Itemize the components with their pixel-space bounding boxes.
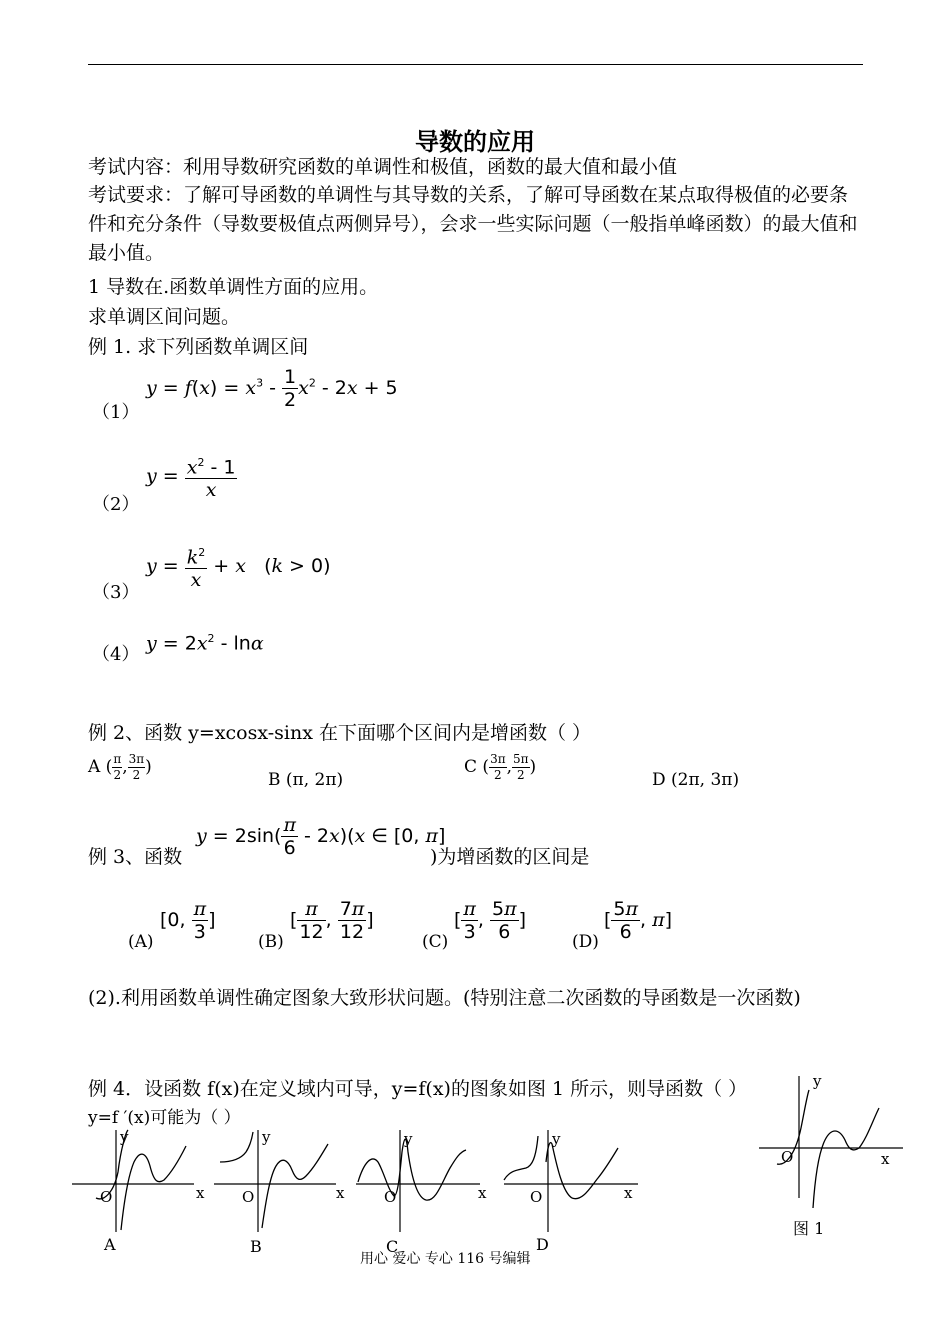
problem-label-1: （1） [92,402,140,423]
example2-option-a: A ( $\frac{\pi}{2}$ , $\frac{3\pi}{2}$ ) [88,752,152,782]
example3-option-d-label: (D) [572,932,599,952]
origin-label-c: O [384,1188,397,1206]
axis-y-label-d: y [552,1130,561,1148]
problem-label-2: （2） [92,494,140,515]
page-title: 导数的应用 [415,128,535,156]
formula-4: $y = 2x^2 - \ln\alpha$ [146,632,264,655]
page-footer: 用心 爱心 专心 116 号编辑 [360,1251,531,1267]
fig1-axis-x: x [881,1150,890,1168]
example3-option-a: [0, $\frac{\pi}{3}$ ] [160,898,216,943]
example3-option-d: [ $\frac{5\pi}{6}$ , π] [604,898,673,943]
example3-suffix: )为增函数的区间是 [430,846,590,868]
axis-x-label-a: x [196,1184,205,1202]
section1-subheading: 求单调区间问题。 [88,306,241,328]
example3-option-a-label: (A) [128,932,154,952]
exam-content: 考试内容：利用导数研究函数的单调性和极值，函数的最大值和最小值 [88,156,678,178]
problem-label-3: （3） [92,582,140,603]
example4-text1: 例 4．设函数 f(x)在定义域内可导，y=f(x)的图象如图 1 所示，则导函数（ ） [88,1078,748,1100]
axis-y-label-b: y [262,1128,271,1146]
axis-y-label-c: y [404,1130,413,1148]
graph-label-c: C [386,1237,399,1256]
example2-option-d: D (2π, 3π) [652,770,740,790]
example3-prefix: 例 3、函数 [88,846,183,868]
formula-2: y = $\frac{x^2 - 1}{x}$ [146,452,237,501]
problem-label-4: （4） [92,644,140,665]
graph-label-a: A [104,1235,116,1254]
graph-label-b: B [250,1237,262,1256]
example4-text2: y=f ′(x)可能为（ ） [88,1108,241,1128]
example3-option-c-label: (C) [422,932,449,952]
exam-requirement: 考试要求：了解可导函数的单调性与其导数的关系，了解可导函数在某点取得极值的必要条件和充分条件（导数要极值点两侧异号），会求一些实际问题（一般指单峰函数）的最大值和最小值。 [88,184,858,264]
fig1-origin: O [781,1148,794,1166]
axis-x-label-d: x [624,1184,633,1202]
example3-option-c: [ $\frac{\pi}{3}$ , $\frac{5\pi}{6}$ ] [454,898,527,943]
graph-d [498,1122,648,1257]
axis-x-label-b: x [336,1184,345,1202]
graph-a [66,1122,216,1257]
formula-3: y = $\frac{k^2}{x}$ + x (k > 0) [146,542,331,591]
figure-1 [755,1068,915,1248]
fig1-axis-y: y [813,1072,822,1090]
formula-1: $y = f(x) = x^3$ - $\frac{1}{2}$ $x^2 - 2x + 5$ [146,366,398,411]
axis-x-label-c: x [478,1184,487,1202]
origin-label-a: O [100,1188,113,1206]
example2-option-b: B (π, 2π) [268,770,344,790]
example3-option-b: [ $\frac{\pi}{12}$ , $\frac{7\pi}{12}$ ] [290,898,374,943]
example3-formula: y = 2sin( $\frac{\pi}{6}$ - 2x)(x ∈ [0, π] [196,814,446,859]
example2-option-c: C ( $\frac{3\pi}{2}$ , $\frac{5\pi}{2}$ ) [464,752,537,782]
axis-y-label-a: y [120,1128,129,1146]
graph-b [206,1122,356,1257]
origin-label-d: O [530,1188,543,1206]
section2-text: (2).利用函数单调性确定图象大致形状问题。(特别注意二次函数的导函数是一次函数) [88,987,801,1009]
example3-option-b-label: (B) [258,932,284,952]
section1-heading: 1 导数在.函数单调性方面的应用。 [88,276,379,298]
graph-c [350,1122,500,1257]
header-rule [88,64,863,65]
example2-text: 例 2、函数 y=xcosx-sinx 在下面哪个区间内是增函数（ ） [88,722,592,744]
fig1-caption: 图 1 [793,1219,825,1238]
example1-title: 例 1. 求下列函数单调区间 [88,336,309,358]
origin-label-b: O [242,1188,255,1206]
graph-label-d: D [536,1235,549,1254]
